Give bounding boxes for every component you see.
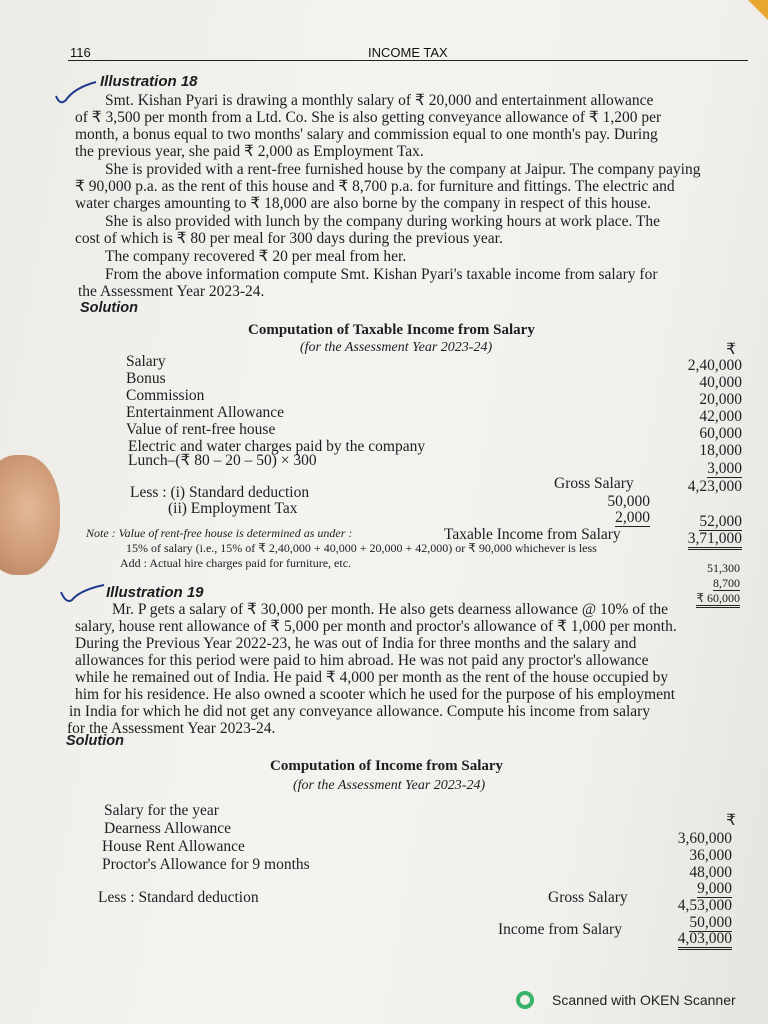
less-deduction-label: (ii) Employment Tax <box>168 500 298 517</box>
currency-symbol: ₹ <box>726 341 736 358</box>
paragraph-line: allowances for this period were paid to him abroad. He was not paid any proctor's allowance <box>75 652 649 669</box>
deduction-total: 52,000 <box>699 513 742 530</box>
solution-label: Solution <box>66 733 124 749</box>
gross-salary-amount: 4,53,000 <box>677 897 732 914</box>
table-subtitle: (for the Assessment Year 2023-24) <box>293 778 486 793</box>
item-label: Commission <box>126 387 205 404</box>
item-label: Lunch–(₹ 80 – 20 – 50) × 300 <box>128 452 317 469</box>
header-rule <box>68 60 748 61</box>
less-deduction-label: Less : (i) Standard deduction <box>130 484 310 501</box>
item-amount: 48,000 <box>689 864 732 881</box>
item-label: Salary <box>126 353 166 370</box>
paragraph-line: the Assessment Year 2023-24. <box>78 283 265 300</box>
paragraph-line: him for his residence. He also owned a scooter which he used for the purpose of his employment <box>75 686 676 703</box>
running-title: INCOME TAX <box>368 45 448 60</box>
deduction-amount: 50,000 <box>689 914 732 931</box>
page-number: 116 <box>70 45 91 60</box>
item-label: Electric and water charges paid by the company <box>128 438 426 455</box>
item-label: Dearness Allowance <box>104 820 231 837</box>
gross-salary-amount: 4,23,000 <box>687 478 742 495</box>
scanner-logo-icon <box>516 991 534 1009</box>
gross-salary-label: Gross Salary <box>548 889 628 906</box>
solution-label: Solution <box>80 300 138 316</box>
paragraph-line: in India for which he did not get any conveyance allowance. Compute his income from salary <box>69 703 651 720</box>
paragraph-line: for the Assessment Year 2023-24. <box>67 720 276 737</box>
item-amount: 3,60,000 <box>677 830 732 847</box>
paragraph-line: month, a bonus equal to two months' salary and commission equal to one month's pay. During <box>75 126 658 143</box>
paragraph-line: During the Previous Year 2022-23, he was out of India for three months and the salary and <box>75 635 637 652</box>
note-line: 15% of salary (i.e., 15% of ₹ 2,40,000 + 40,000 + 20,000 + 42,000) or ₹ 90,000 whichever is less <box>126 541 597 555</box>
table-title: Computation of Taxable Income from Salary <box>248 322 535 338</box>
deduction-amount: 2,000 <box>615 509 650 526</box>
item-label: House Rent Allowance <box>102 838 245 855</box>
note-heading: Note : Value of rent-free house is determined as under : <box>86 526 353 540</box>
paragraph-line: Smt. Kishan Pyari is drawing a monthly salary of ₹ 20,000 and entertainment allowance <box>105 92 654 109</box>
income-from-salary-label: Income from Salary <box>498 921 622 938</box>
thumb-shadow <box>0 455 60 575</box>
item-amount: 60,000 <box>699 425 742 442</box>
item-amount: 2,40,000 <box>687 357 742 374</box>
item-amount: 20,000 <box>699 391 742 408</box>
paragraph-line: Mr. P gets a salary of ₹ 30,000 per month. He also gets dearness allowance @ 10% of the <box>112 601 669 618</box>
paragraph-line: water charges amounting to ₹ 18,000 are also borne by the company in respect of this house. <box>75 195 652 212</box>
scanner-watermark: Scanned with OKEN Scanner <box>552 992 736 1008</box>
item-label: Entertainment Allowance <box>126 404 284 421</box>
paragraph-line: She is also provided with lunch by the company during working hours at work place. The <box>105 213 661 230</box>
note-line: Add : Actual hire charges paid for furniture, etc. <box>120 556 352 570</box>
table-subtitle: (for the Assessment Year 2023-24) <box>300 340 493 355</box>
pen-tick-mark <box>58 582 108 608</box>
item-amount: 42,000 <box>699 408 742 425</box>
paragraph-line: The company recovered ₹ 20 per meal from her. <box>105 248 407 265</box>
pen-tick-mark <box>52 78 102 108</box>
item-amount: 36,000 <box>689 847 732 864</box>
note-amount: 51,300 <box>707 561 740 575</box>
note-amount: 8,700 <box>713 576 740 590</box>
item-amount: 18,000 <box>699 442 742 459</box>
taxable-income-label: Taxable Income from Salary <box>444 526 621 543</box>
paragraph-line: ₹ 90,000 p.a. as the rent of this house and ₹ 8,700 p.a. for furniture and fittings. The electric and <box>75 178 675 195</box>
illustration-19-heading: Illustration 19 <box>106 584 204 601</box>
less-deduction-label: Less : Standard deduction <box>98 889 259 906</box>
page-corner-fold <box>748 0 768 20</box>
illustration-18-heading: Illustration 18 <box>100 73 198 90</box>
item-label: Proctor's Allowance for 9 months <box>102 856 310 873</box>
item-label: Value of rent-free house <box>126 421 276 438</box>
item-label: Salary for the year <box>104 802 219 819</box>
item-amount: 3,000 <box>707 460 742 477</box>
paragraph-line: while he remained out of India. He paid ₹ 4,000 per month as the rent of the house occupied by <box>75 669 669 686</box>
paragraph-line: salary, house rent allowance of ₹ 5,000 per month and proctor's allowance of ₹ 1,000 per month. <box>75 618 677 635</box>
item-amount: 9,000 <box>697 880 732 897</box>
gross-salary-label: Gross Salary <box>554 475 634 492</box>
currency-symbol: ₹ <box>726 812 736 829</box>
note-amount: ₹ 60,000 <box>696 592 740 608</box>
item-label: Bonus <box>126 370 166 387</box>
income-from-salary-amount: 4,03,000 <box>678 930 732 950</box>
paragraph-line: cost of which is ₹ 80 per meal for 300 days during the previous year. <box>75 230 503 247</box>
paragraph-line: of ₹ 3,500 per month from a Ltd. Co. She is also getting conveyance allowance of ₹ 1,200 per <box>75 109 662 126</box>
item-amount: 40,000 <box>699 374 742 391</box>
taxable-income-amount: 3,71,000 <box>688 530 742 550</box>
paragraph-line: From the above information compute Smt. Kishan Pyari's taxable income from salary for <box>105 266 658 283</box>
paragraph-line: She is provided with a rent-free furnished house by the company at Jaipur. The company paying <box>105 161 701 178</box>
deduction-amount: 50,000 <box>607 493 650 510</box>
paragraph-line: the previous year, she paid ₹ 2,000 as Employment Tax. <box>75 143 424 160</box>
table-title: Computation of Income from Salary <box>270 758 504 774</box>
